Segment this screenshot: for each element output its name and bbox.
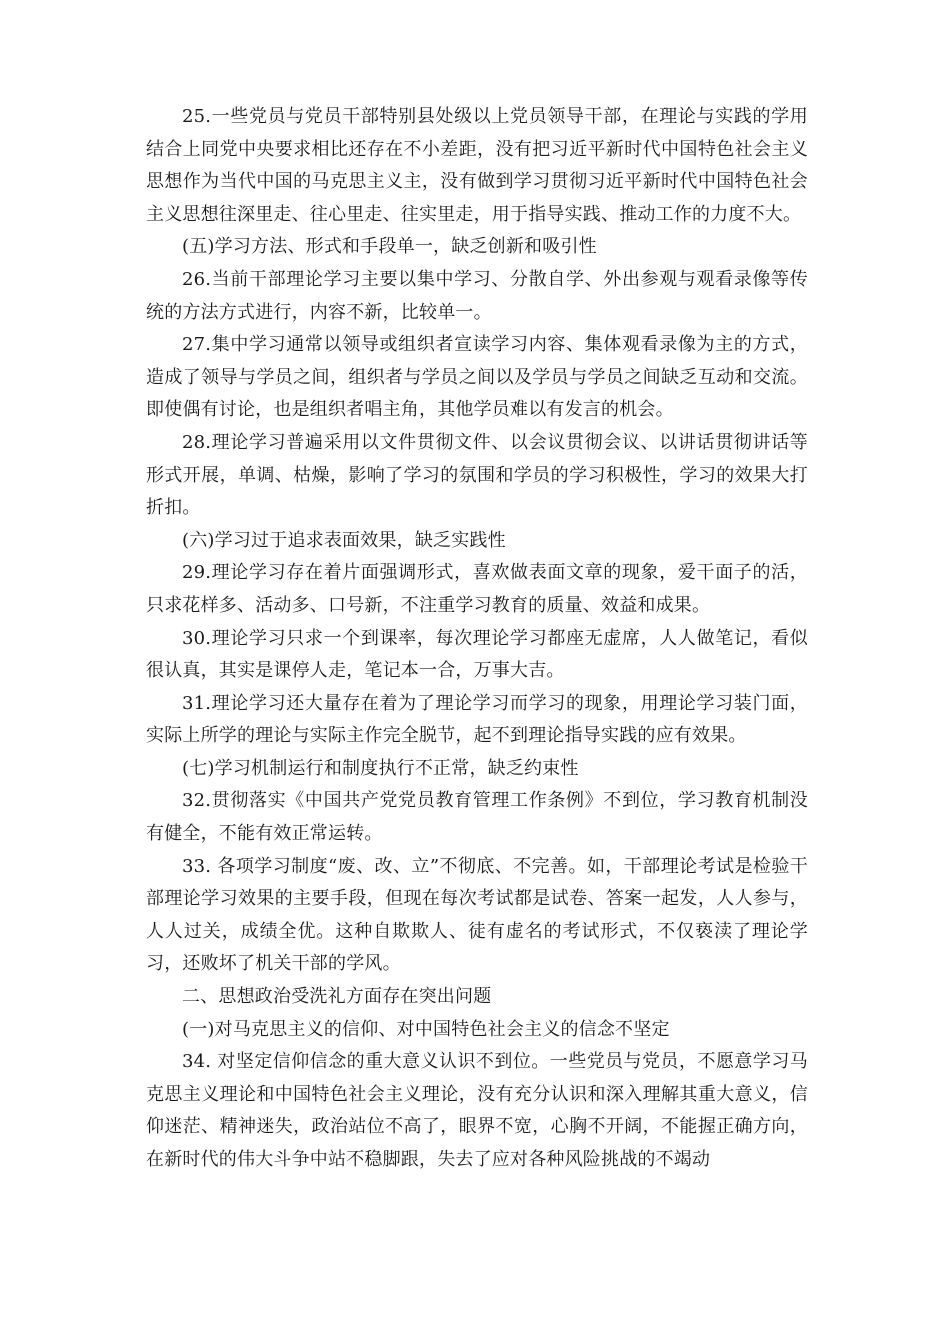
document-body [146,101,808,1177]
paragraph-27: 27.集中学习通常以领导或组织者宣读学习内容、集体观看录像为主的方式，造成了领导与学员之间，组织者与学员之间以及学员与学员之间缺乏互动和交流。即使偶有讨论，也是组织者唱主角，其他学员难以有发言的机会。 [146,334,808,421]
chapter-heading-2: 二、思想政治受洗礼方面存在突出问题 [182,986,492,1008]
paragraph-29: 29.理论学习存在着片面强调形式，喜欢做表面文章的现象，爱干面子的活，只求花样多、活动多、口号新，不注重学习教育的质量、效益和成果。 [146,562,808,616]
paragraph-31: 31.理论学习还大量存在着为了理论学习而学习的现象，用理论学习装门面，实际上所学的理论与实际主作完全脱节，起不到理论指导实践的应有效果。 [146,692,808,747]
section-heading-6: (六)学习过于追求表面效果，缺乏实践性 [182,529,506,551]
paragraph-28: 28.理论学习普遍采用以文件贯彻文件、以会议贯彻会议、以讲话贯彻讲话等形式开展，单调、枯燥，影响了学习的氛围和学员的学习积极性，学习的效果大打折扣。 [146,431,808,519]
paragraph-34: 34. 对坚定信仰信念的重大意义认识不到位。一些党员与党员，不愿意学习马克思主义理论和中国特色社会主义理论，没有充分认识和深入理解其重大意义，信仰迷茫、精神迷失，政治站位不高了，眼界不宽，心胸不开阔，不能握正确方向，在新时代的伟大斗争中站不稳脚跟，失去了应对各种风险挑战的不竭动 [146,1051,808,1170]
section-heading-7: (七)学习机制运行和制度执行不正常，缺乏约束性 [182,757,579,779]
section-heading-5: (五)学习方法、形式和手段单一，缺乏创新和吸引性 [182,236,597,258]
paragraph-33: 33. 各项学习制度“废、改、立”不彻底、不完善。如，干部理论考试是检验干部理论学习效果的主要手段，但现在每次考试都是试卷、答案一起发，人人参与，人人过关，成绩全优。这种自欺欺人、徒有虚名的考试形式，不仅亵渎了理论学习，还败坏了机关干部的学风。 [146,855,808,975]
paragraph-32: 32.贯彻落实《中国共产党党员教育管理工作条例》不到位，学习教育机制没有健全，不能有效正常运转。 [146,790,808,845]
paragraph-30: 30.理论学习只求一个到课率，每次理论学习都座无虚席，人人做笔记，看似很认真，其实是课停人走，笔记本一合，万事大吉。 [146,627,808,682]
section-heading-1: (一)对马克思主义的信仰、对中国特色社会主义的信念不坚定 [182,1018,670,1040]
paragraph-26: 26.当前干部理论学习主要以集中学习、分散自学、外出参观与观看录像等传统的方法方式进行，内容不新，比较单一。 [146,268,808,323]
paragraph-25: 25.一些党员与党员干部特别县处级以上党员领导干部，在理论与实践的学用结合上同党中央要求相比还存在不小差距，没有把习近平新时代中国特色社会主义思想作为当代中国的马克思主义主，没有做到学习贯彻习近平新时代中国特色社会主义思想往深里走、往心里走、往实里走，用于指导实践、推动工作的力度不大。 [146,106,808,225]
